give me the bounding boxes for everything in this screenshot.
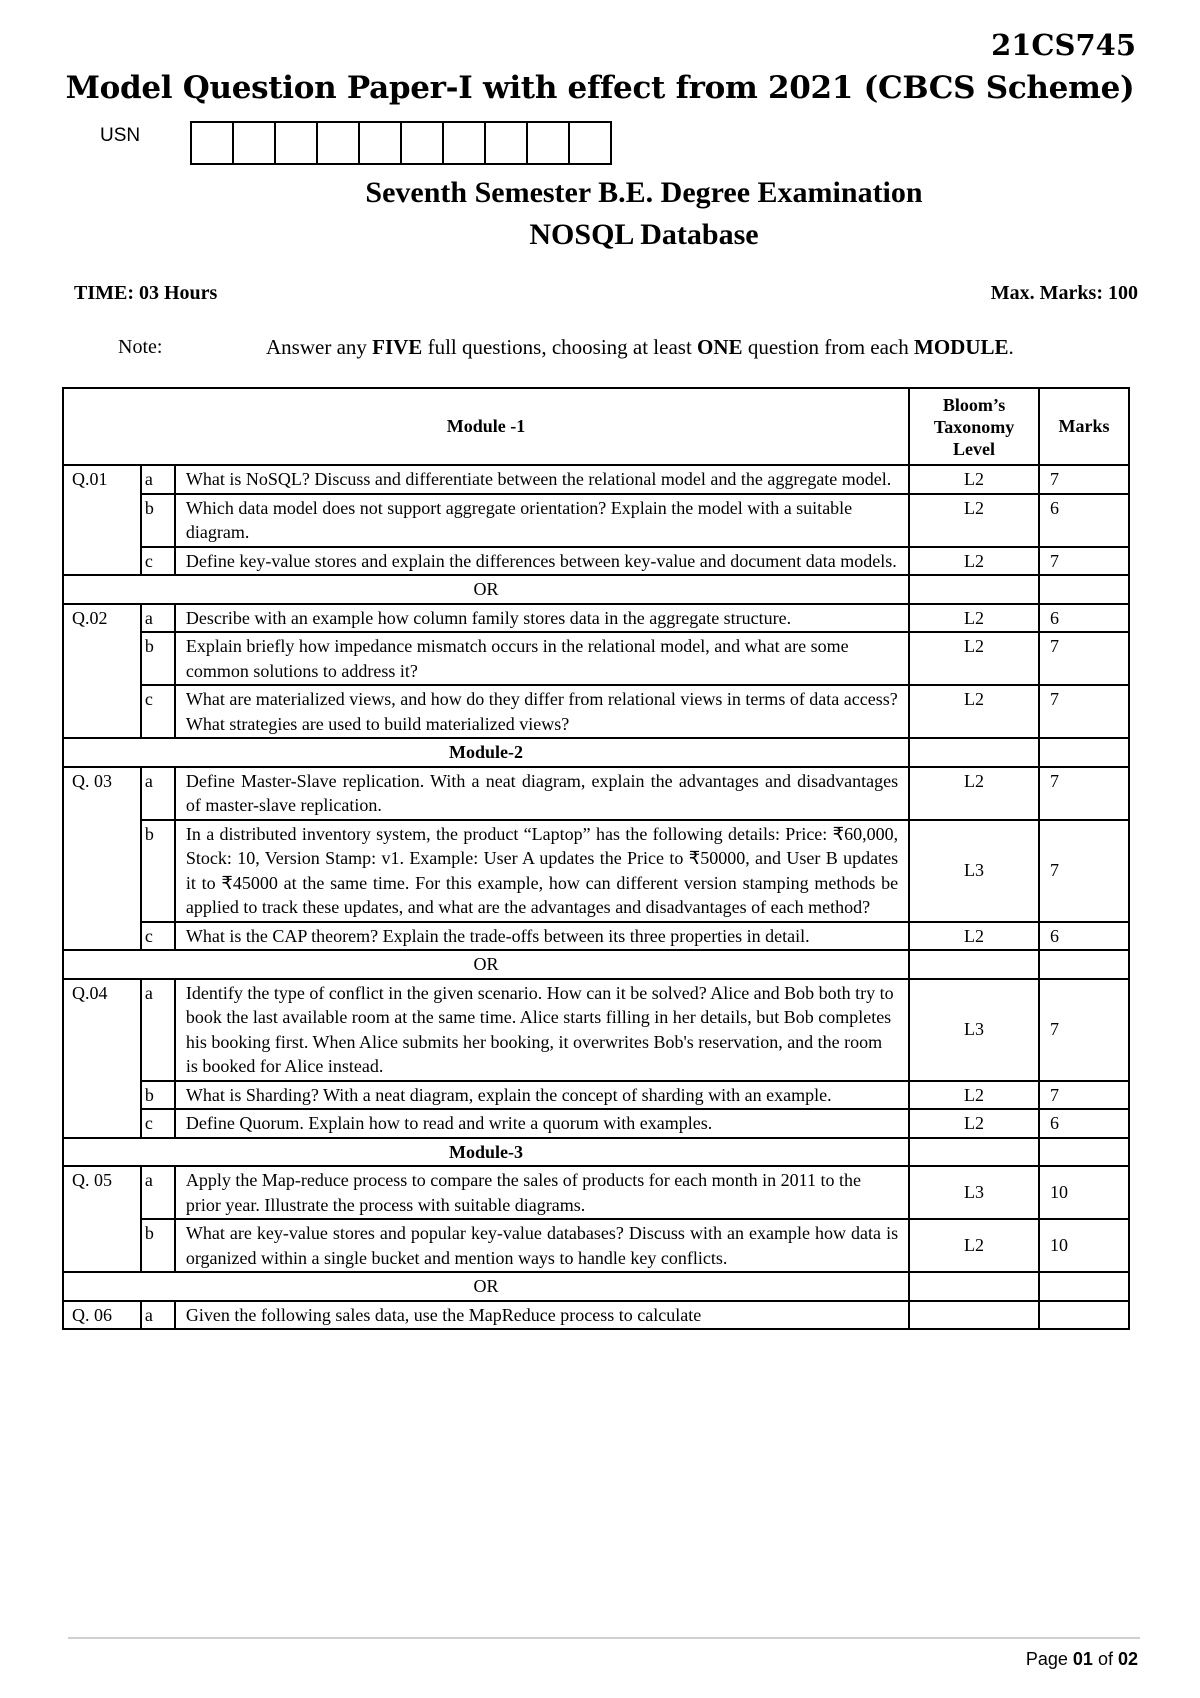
usn-box [318,121,360,165]
usn-box [570,121,612,165]
or-row [63,575,1129,604]
footer-divider [68,1637,1140,1639]
module-row [63,1138,1129,1167]
question-text: Identify the type of conflict in the given scenario. How can it be solved? Alice and Bob both try to book the last available room at the same time. Alice starts filling in her details, but Bob completes his booking first. When Alice submits her booking, it overwrites Bob's reservation, and the room is booked for Alice instead. [175,979,909,1081]
question-text: Define Quorum. Explain how to read and write a quorum with examples. [175,1109,909,1138]
usn-box [192,121,234,165]
blooms-level: L2 [909,632,1039,685]
paper-title: Model Question Paper-I with effect from 2021 (CBCS Scheme) [65,70,1135,106]
module-2-heading: Module-2 [63,738,909,767]
sub-question-label: c [141,547,175,576]
table-row [63,979,1129,1081]
usn-box [528,121,570,165]
table-row [63,1166,1129,1219]
blooms-level: L2 [909,767,1039,820]
table-row [63,547,1129,576]
question-marks: 7 [1039,820,1129,922]
sub-question-label: a [141,604,175,633]
marks-heading: Marks [1039,388,1129,465]
usn-box [276,121,318,165]
question-number: Q.04 [63,979,141,1138]
blooms-level: L2 [909,1081,1039,1110]
question-text: Given the following sales data, use the MapReduce process to calculate [175,1301,909,1330]
question-text: What is NoSQL? Discuss and differentiate between the relational model and the aggregate model. [175,465,909,494]
question-marks: 7 [1039,685,1129,738]
question-text: What is the CAP theorem? Explain the trade-offs between its three properties in detail. [175,922,909,951]
question-marks: 6 [1039,494,1129,547]
question-marks: 7 [1039,465,1129,494]
sub-question-label: c [141,685,175,738]
question-text: Apply the Map-reduce process to compare the sales of products for each month in 2011 to the prior year. Illustrate the process with suitable diagrams. [175,1166,909,1219]
sub-question-label: a [141,979,175,1081]
sub-question-label: b [141,494,175,547]
blooms-level: L2 [909,604,1039,633]
or-row [63,950,1129,979]
blooms-level: L2 [909,494,1039,547]
or-separator: OR [63,575,909,604]
question-number: Q. 05 [63,1166,141,1272]
question-text: Which data model does not support aggregate orientation? Explain the model with a suitable diagram. [175,494,909,547]
exam-time: TIME: 03 Hours [74,282,218,304]
question-marks: 6 [1039,922,1129,951]
module-1-heading: Module -1 [63,388,909,465]
note-text: Answer any FIVE full questions, choosing at least ONE question from each MODULE. [266,335,1014,359]
sub-question-label: a [141,1166,175,1219]
table-row [63,1109,1129,1138]
question-marks: 7 [1039,979,1129,1081]
empty-cell [1039,738,1129,767]
empty-cell [1039,1272,1129,1301]
question-text: Define Master-Slave replication. With a neat diagram, explain the advantages and disadvantages of master-slave replication. [175,767,909,820]
sub-question-label: b [141,1081,175,1110]
empty-cell [909,738,1039,767]
table-row [63,465,1129,494]
table-row [63,1301,1129,1330]
question-text: What are key-value stores and popular key-value databases? Discuss with an example how data is organized within a single bucket and mention ways to handle key conflicts. [175,1219,909,1272]
sub-question-label: b [141,632,175,685]
module-1-header-row [63,388,1129,465]
table-row [63,820,1129,922]
blooms-level: L2 [909,1109,1039,1138]
question-number: Q.01 [63,465,141,575]
blooms-level: L2 [909,922,1039,951]
note-label: Note: [118,336,163,358]
semester-title: Seventh Semester B.E. Degree Examination [365,176,923,209]
subject-name: NOSQL Database [529,218,759,251]
question-text: Define key-value stores and explain the differences between key-value and document data models. [175,547,909,576]
blooms-level: L2 [909,547,1039,576]
question-number: Q. 06 [63,1301,141,1330]
usn-box [444,121,486,165]
question-marks: 10 [1039,1166,1129,1219]
usn-box [402,121,444,165]
usn-label: USN [100,125,141,146]
blooms-level: L3 [909,979,1039,1081]
table-row [63,922,1129,951]
empty-cell [909,1272,1039,1301]
table-row [63,685,1129,738]
sub-question-label: b [141,820,175,922]
empty-cell [1039,1138,1129,1167]
question-marks: 7 [1039,547,1129,576]
empty-cell [1039,1301,1129,1330]
table-row [63,1081,1129,1110]
question-number: Q. 03 [63,767,141,951]
question-marks: 10 [1039,1219,1129,1272]
question-marks: 7 [1039,767,1129,820]
module-row [63,738,1129,767]
sub-question-label: c [141,1109,175,1138]
sub-question-label: a [141,465,175,494]
question-table [62,387,1130,1330]
or-separator: OR [63,950,909,979]
blooms-level: L2 [909,465,1039,494]
sub-question-label: b [141,1219,175,1272]
question-text: In a distributed inventory system, the product “Laptop” has the following details: Price: ₹60,000, Stock: 10, Version Stamp: v1. Example: User A updates the Price to ₹50000, and User B updates it to ₹45000 at the same time. For this example, how can different version stamping methods be applied to track these updates, and what are the advantages and disadvantages of each method? [175,820,909,922]
question-marks: 6 [1039,604,1129,633]
question-marks: 7 [1039,632,1129,685]
usn-box [486,121,528,165]
empty-cell [1039,575,1129,604]
table-row [63,604,1129,633]
empty-cell [909,950,1039,979]
question-text: What is Sharding? With a neat diagram, explain the concept of sharding with an example. [175,1081,909,1110]
table-row [63,1219,1129,1272]
empty-cell [909,575,1039,604]
blooms-level: L3 [909,820,1039,922]
question-marks: 6 [1039,1109,1129,1138]
usn-box [234,121,276,165]
sub-question-label: a [141,767,175,820]
page-number: Page 01 of 02 [1025,1649,1138,1669]
empty-cell [909,1301,1039,1330]
question-text: Explain briefly how impedance mismatch occurs in the relational model, and what are some common solutions to address it? [175,632,909,685]
empty-cell [1039,950,1129,979]
question-text: Describe with an example how column family stores data in the aggregate structure. [175,604,909,633]
blooms-level: L2 [909,685,1039,738]
question-text: What are materialized views, and how do they differ from relational views in terms of data access? What strategies are used to build materialized views? [175,685,909,738]
table-row [63,494,1129,547]
max-marks: Max. Marks: 100 [990,282,1138,304]
or-row [63,1272,1129,1301]
blooms-level-heading: Bloom’s Taxonomy Level [909,388,1039,465]
usn-box [360,121,402,165]
sub-question-label: a [141,1301,175,1330]
table-row [63,632,1129,685]
question-marks: 7 [1039,1081,1129,1110]
blooms-level: L3 [909,1166,1039,1219]
empty-cell [909,1138,1039,1167]
usn-boxes [190,121,612,165]
blooms-level: L2 [909,1219,1039,1272]
module-3-heading: Module-3 [63,1138,909,1167]
or-separator: OR [63,1272,909,1301]
question-number: Q.02 [63,604,141,739]
subject-code: 21CS745 [991,28,1136,62]
sub-question-label: c [141,922,175,951]
table-row [63,767,1129,820]
